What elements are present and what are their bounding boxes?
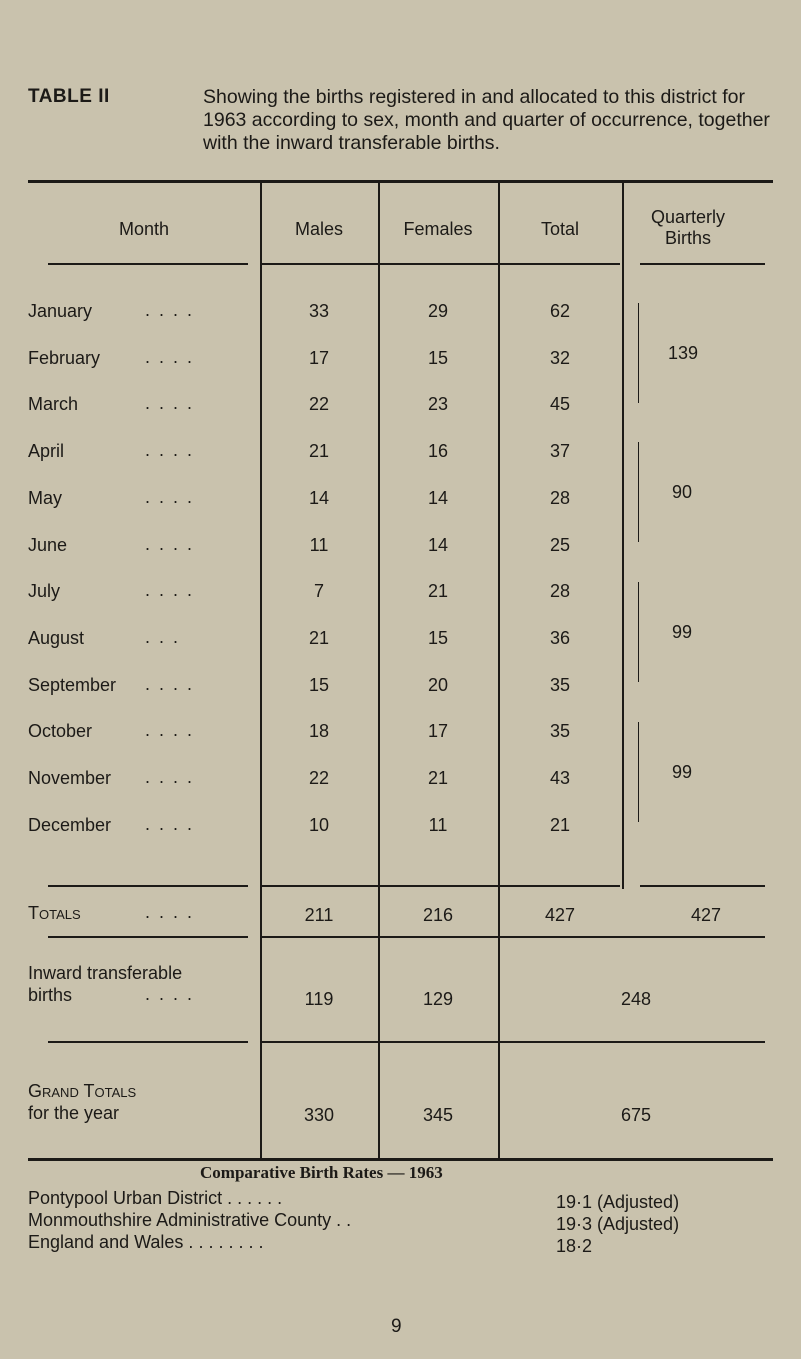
comparative-row-rate: 19·1 (Adjusted) [556,1192,680,1212]
grand-males: 330 [303,1105,335,1125]
totals-label: Totals [28,903,81,923]
females-value: 20 [427,675,449,695]
females-value: 21 [427,581,449,601]
month-label: February [28,348,101,368]
total-value: 36 [549,628,571,648]
totals-top-rule [262,885,620,887]
table-number: TABLE II [28,86,110,107]
males-value: 18 [308,721,330,741]
leader-dots: . . . . [145,720,195,740]
leader-dots: . . . . [145,534,195,554]
inward-label: Inward transferable [28,963,183,983]
month-label: May [28,488,63,508]
table-top-rule [28,180,773,183]
females-value: 15 [427,348,449,368]
inward-bottom-rule [48,1041,248,1043]
females-value: 11 [428,815,448,835]
table-caption: Showing the births registered in and allocated to this district for 1963 according to sex, month and quarter of occurrence, together with the inward transferable births. [203,86,770,154]
totals-top-rule [640,885,765,887]
total-value: 35 [549,675,571,695]
quarter-births: 99 [672,762,693,782]
month-label: April [28,441,65,461]
column-header-males: Males [294,219,343,239]
leader-dots: . . . . [145,347,195,367]
total-value: 35 [549,721,571,741]
month-label: September [28,675,117,695]
month-label: December [28,815,112,835]
leader-dots: . . . . [145,393,195,413]
leader-dots: . . . . [145,767,195,787]
column-header-month: Month [118,219,170,239]
column-divider [498,182,500,1159]
table-bottom-rule [28,1158,773,1161]
quarter-brace [638,442,639,542]
page-number: 9 [391,1316,402,1337]
totals-total: 427 [544,905,576,925]
total-value: 32 [549,348,571,368]
males-value: 21 [308,441,330,461]
leader-dots: . . . . [145,300,195,320]
females-value: 29 [427,301,449,321]
males-value: 7 [313,581,324,601]
comparative-row-label: England and Wales . . . . . . . . [28,1232,264,1252]
month-label: June [28,535,68,555]
males-value: 14 [308,488,330,508]
females-value: 14 [427,488,449,508]
totals-top-rule [48,885,248,887]
males-value: 21 [308,628,330,648]
quarter-births: 139 [668,343,699,363]
total-value: 25 [549,535,571,555]
males-value: 11 [309,535,329,555]
females-value: 14 [427,535,449,555]
inward-bottom-rule [262,1041,765,1043]
month-label: November [28,768,112,788]
inward-total: 248 [620,989,652,1009]
header-underline [262,263,620,265]
quarter-brace [638,303,639,403]
total-value: 43 [549,768,571,788]
leader-dots: . . . [145,627,181,647]
header-underline [48,263,248,265]
totals-bottom-rule [48,936,248,938]
leader-dots: . . . . [145,440,195,460]
totals-males: 211 [304,905,334,925]
total-value: 45 [549,394,571,414]
leader-dots: . . . . [145,580,195,600]
quarter-brace [638,722,639,822]
females-value: 17 [427,721,449,741]
total-value: 21 [549,815,571,835]
females-value: 23 [427,394,449,414]
total-value: 28 [549,581,571,601]
totals-females: 216 [422,905,454,925]
quarter-births: 99 [672,622,693,642]
total-value: 28 [549,488,571,508]
males-value: 22 [308,768,330,788]
column-divider [378,182,380,1159]
total-value: 37 [549,441,571,461]
totals-bottom-rule [262,936,765,938]
column-divider [260,182,262,1159]
comparative-row-label: Pontypool Urban District . . . . . . [28,1188,283,1208]
comparative-row-rate: 18·2 [556,1236,593,1256]
males-value: 22 [308,394,330,414]
grand-females: 345 [422,1105,454,1125]
comparative-row-rate: 19·3 (Adjusted) [556,1214,680,1234]
females-value: 16 [427,441,449,461]
column-header-females: Females [403,219,473,239]
grand-totals-label-line2: for the year [28,1103,120,1123]
leader-dots: . . . . [145,814,195,834]
males-value: 33 [308,301,330,321]
leader-dots: . . . . [145,674,195,694]
leader-dots: . . . . [145,902,195,922]
header-underline [640,263,765,265]
column-header-quarterly: Quarterly Births [650,207,726,248]
month-label: October [28,721,93,741]
month-label: January [28,301,93,321]
column-divider [622,182,624,889]
month-label: July [28,581,61,601]
grand-total: 675 [620,1105,652,1125]
leader-dots: . . . . [145,984,195,1004]
quarter-births: 90 [672,482,693,502]
quarter-brace [638,582,639,682]
females-value: 15 [427,628,449,648]
month-label: August [28,628,85,648]
total-value: 62 [549,301,571,321]
females-value: 21 [427,768,449,788]
inward-females: 129 [422,989,454,1009]
males-value: 15 [308,675,330,695]
males-value: 10 [308,815,330,835]
comparative-row-label: Monmouthshire Administrative County . . [28,1210,352,1230]
comparative-title: Comparative Birth Rates — 1963 [200,1163,443,1182]
inward-label-line2: births [28,985,73,1005]
males-value: 17 [308,348,330,368]
grand-totals-label: Grand Totals [28,1081,137,1101]
inward-males: 119 [304,989,334,1009]
column-header-total: Total [540,219,580,239]
leader-dots: . . . . [145,487,195,507]
month-label: March [28,394,79,414]
totals-quarterly: 427 [690,905,722,925]
